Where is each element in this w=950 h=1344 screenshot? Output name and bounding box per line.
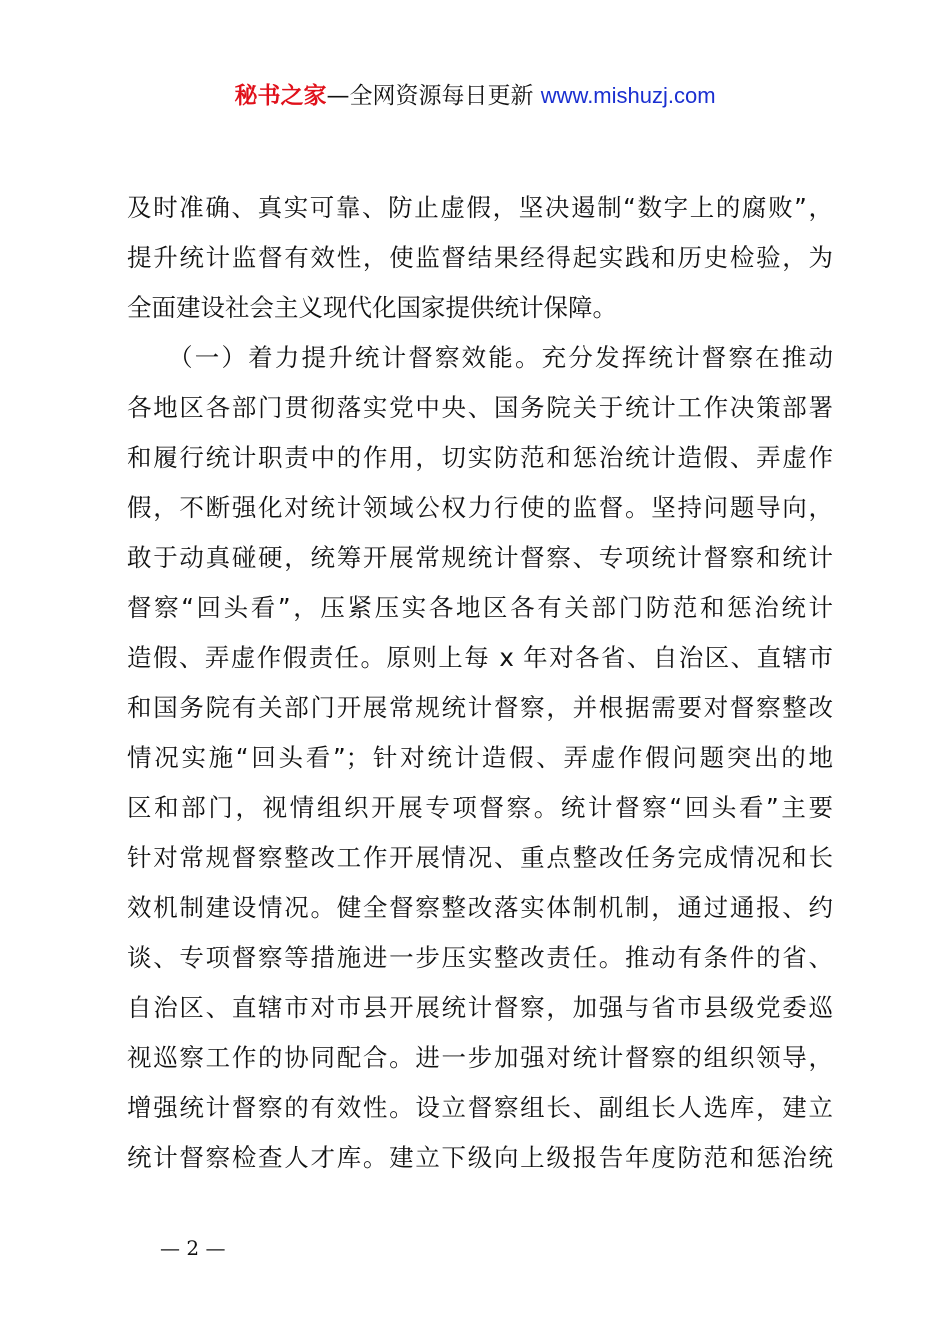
text-line: 假，不断强化对统计领域公权力行使的监督。坚持问题导向， [127, 493, 833, 522]
text-line: 增强统计督察的有效性。设立督察组长、副组长人选库，建立 [127, 1093, 833, 1122]
text-line: 督察“回头看”，压紧压实各地区各有关部门防范和惩治统计 [127, 593, 833, 622]
site-banner [0, 80, 950, 112]
text-line: （一）着力提升统计督察效能。充分发挥统计督察在推动 [127, 343, 833, 372]
text-line: 和国务院有关部门开展常规统计督察，并根据需要对督察整改 [127, 693, 833, 722]
text-line: 谈、专项督察等措施进一步压实整改责任。推动有条件的省、 [127, 943, 833, 972]
text-line: 提升统计监督有效性，使监督结果经得起实践和历史检验，为 [127, 243, 833, 272]
document-body [127, 183, 833, 1183]
brand-name: 秘书之家 [234, 83, 327, 109]
banner-tagline: —全网资源每日更新 [326, 83, 534, 109]
text-line: 造假、弄虚作假责任。原则上每 x 年对各省、自治区、直辖市 [127, 643, 833, 672]
text-line: 统计督察检查人才库。建立下级向上级报告年度防范和惩治统 [127, 1143, 833, 1172]
text-line: 区和部门，视情组织开展专项督察。统计督察“回头看”主要 [127, 793, 833, 822]
text-line: 针对常规督察整改工作开展情况、重点整改任务完成情况和长 [127, 843, 833, 872]
page-number: — 2 — [160, 1236, 226, 1260]
text-line: 情况实施“回头看”；针对统计造假、弄虚作假问题突出的地 [127, 743, 833, 772]
text-line: 全面建设社会主义现代化国家提供统计保障。 [127, 293, 617, 322]
text-line: 视巡察工作的协同配合。进一步加强对统计督察的组织领导， [127, 1043, 833, 1072]
text-line: 各地区各部门贯彻落实党中央、国务院关于统计工作决策部署 [127, 393, 833, 422]
text-line: 自治区、直辖市对市县开展统计督察，加强与省市县级党委巡 [127, 993, 833, 1022]
text-line: 及时准确、真实可靠、防止虚假，坚决遏制“数字上的腐败”， [127, 193, 833, 222]
text-line: 效机制建设情况。健全督察整改落实体制机制，通过通报、约 [127, 893, 833, 922]
text-line: 敢于动真碰硬，统筹开展常规统计督察、专项统计督察和统计 [127, 543, 833, 572]
text-line: 和履行统计职责中的作用，切实防范和惩治统计造假、弄虚作 [127, 443, 833, 472]
site-url-link[interactable]: www.mishuzj.com [540, 83, 716, 108]
